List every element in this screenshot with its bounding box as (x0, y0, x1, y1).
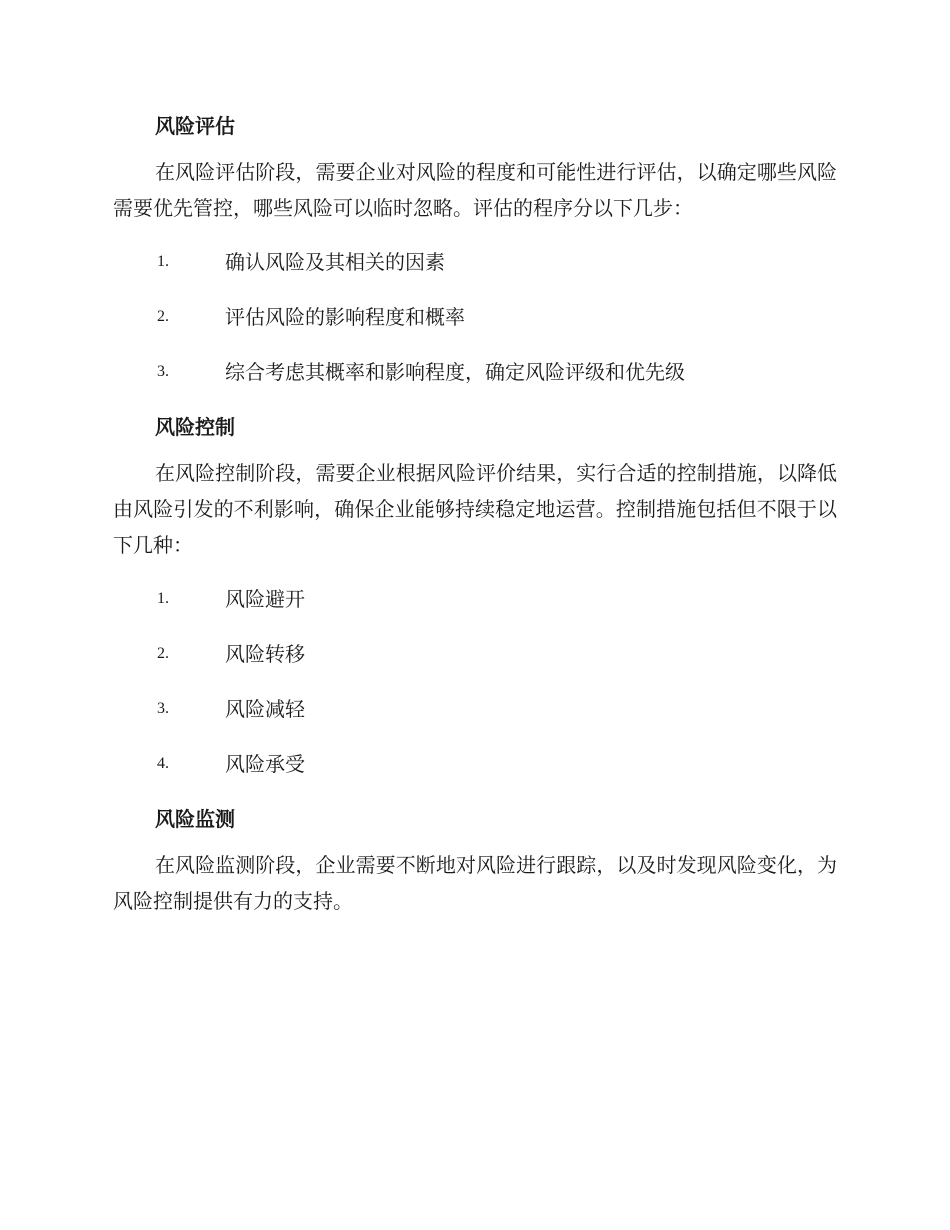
list-item-text: 风险承受 (225, 752, 305, 776)
list-item (113, 581, 837, 617)
list-item-text: 综合考虑其概率和影响程度，确定风险评级和优先级 (225, 360, 685, 384)
section-paragraph-risk-assessment: 在风险评估阶段，需要企业对风险的程度和可能性进行评估，以确定哪些风险需要优先管控，哪些风险可以临时忽略。评估的程序分以下几步： (113, 160, 837, 220)
list-item-text: 风险减轻 (225, 697, 305, 721)
list-marker: 1. (157, 590, 169, 607)
list-marker: 4. (157, 755, 169, 772)
list-item (113, 244, 837, 280)
list-marker: 3. (157, 363, 169, 380)
list-item-text: 风险避开 (225, 587, 305, 611)
document-content (113, 108, 837, 937)
list-marker: 3. (157, 700, 169, 717)
list-marker: 2. (157, 308, 169, 325)
section-heading-risk-assessment: 风险评估 (155, 114, 235, 138)
list-item (113, 636, 837, 672)
list-item (113, 691, 837, 727)
section-paragraph-risk-control: 在风险控制阶段，需要企业根据风险评价结果，实行合适的控制措施，以降低由风险引发的不利影响，确保企业能够持续稳定地运营。控制措施包括但不限于以下几种： (113, 461, 837, 557)
list-marker: 2. (157, 645, 169, 662)
risk-assessment-steps-list (113, 244, 837, 390)
list-item (113, 354, 837, 390)
section-heading-risk-monitoring: 风险监测 (155, 807, 235, 831)
list-item (113, 746, 837, 782)
section-heading-risk-control: 风险控制 (155, 415, 235, 439)
section-paragraph-risk-monitoring: 在风险监测阶段，企业需要不断地对风险进行跟踪，以及时发现风险变化，为风险控制提供有力的支持。 (113, 853, 837, 913)
risk-control-measures-list (113, 581, 837, 782)
list-item (113, 299, 837, 335)
list-marker: 1. (157, 253, 169, 270)
list-item-text: 风险转移 (225, 642, 305, 666)
list-item-text: 评估风险的影响程度和概率 (225, 305, 465, 329)
list-item-text: 确认风险及其相关的因素 (225, 250, 445, 274)
